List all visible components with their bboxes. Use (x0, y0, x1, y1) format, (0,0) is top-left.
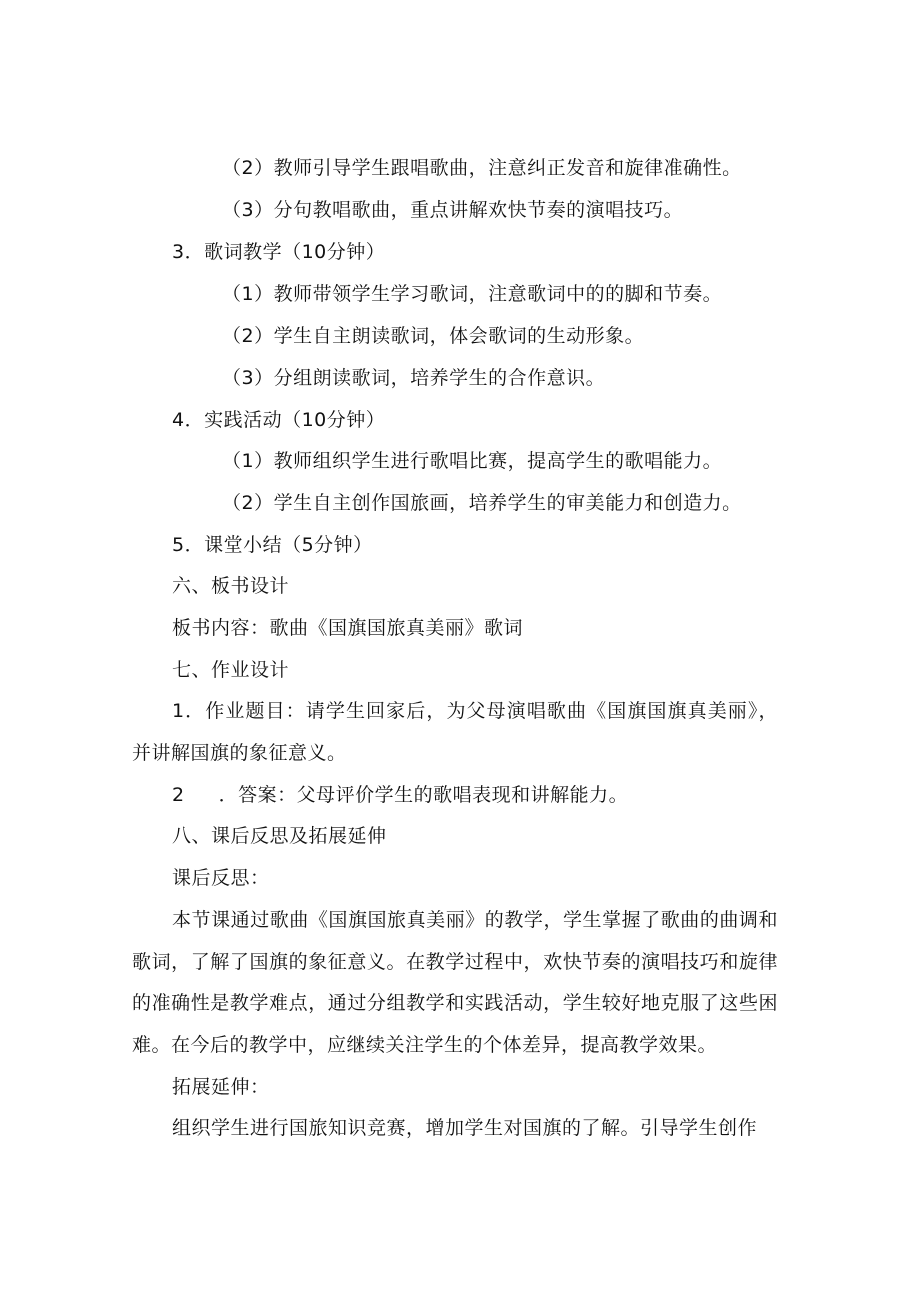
extension-label: 拓展延伸： (172, 1076, 270, 1098)
homework-item-2-number: 2 (172, 784, 185, 806)
section-4-heading: 4．实践活动（10分钟） (172, 409, 386, 431)
section-3-heading: 3．歌词教学（10分钟） (172, 241, 386, 263)
step-4-1: （1）教师组织学生进行歌唱比赛，提高学生的歌唱能力。 (222, 450, 723, 472)
step-3-3: （3）分组朗读歌词，培养学生的合作意识。 (222, 367, 606, 389)
section-eight-title: 八、课后反思及拓展延伸 (172, 825, 387, 847)
board-content: 板书内容：歌曲《国旗国旅真美丽》歌词 (172, 617, 524, 639)
reflection-line-4: 难。在今后的教学中，应继续关注学生的个体差异，提高教学效果。 (132, 1034, 718, 1056)
homework-item-1-cont: 并讲解国旗的象征意义。 (132, 742, 347, 764)
homework-item-2-text: ．答案：父母评价学生的歌唱表现和讲解能力。 (218, 784, 629, 806)
step-3-1: （1）教师带领学生学习歌词，注意歌词中的的脚和节奏。 (222, 283, 723, 305)
section-5-heading: 5．课堂小结（5分钟） (172, 534, 373, 556)
reflection-line-2: 歌词，了解了国旗的象征意义。在教学过程中，欢快节奏的演唱技巧和旋律 (132, 951, 778, 973)
step-2-2: （2）教师引导学生跟唱歌曲，注意纠正发音和旋律准确性。 (222, 157, 742, 179)
step-4-2: （2）学生自主创作国旅画，培养学生的审美能力和创造力。 (222, 492, 742, 514)
reflection-line-1: 本节课通过歌曲《国旗国旅真美丽》的教学，学生掌握了歌曲的曲调和 (172, 909, 778, 931)
section-six-title: 六、板书设计 (172, 575, 290, 597)
homework-item-1: 1．作业题目：请学生回家后，为父母演唱歌曲《国旗国旗真美丽》， (172, 700, 778, 722)
step-2-3: （3）分句教唱歌曲，重点讲解欢快节奏的演唱技巧。 (222, 199, 684, 221)
step-3-2: （2）学生自主朗读歌词，体会歌词的生动形象。 (222, 325, 645, 347)
extension-line-1: 组织学生进行国旅知识竞赛，增加学生对国旗的了解。引导学生创作 (172, 1117, 758, 1139)
reflection-label: 课后反思： (172, 867, 270, 889)
section-seven-title: 七、作业设计 (172, 659, 290, 681)
homework-item-2 (172, 783, 628, 807)
reflection-line-3: 的准确性是教学难点，通过分组教学和实践活动，学生较好地克服了这些困 (132, 992, 778, 1014)
